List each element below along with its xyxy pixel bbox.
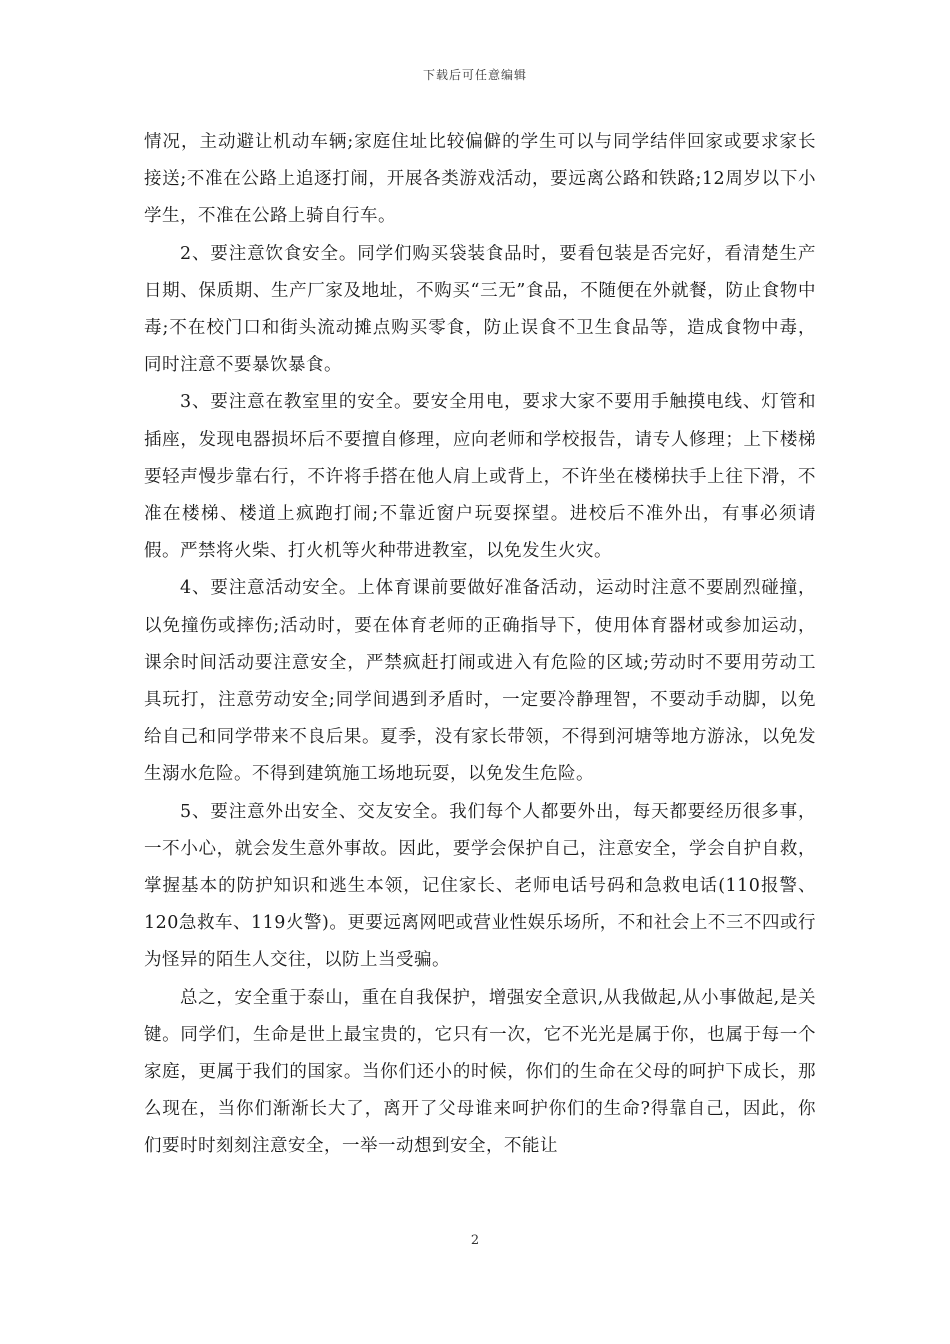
document-body	[144, 124, 816, 1166]
paragraph-activity-safety: 4、要注意活动安全。上体育课前要做好准备活动，运动时注意不要剧烈碰撞，以免撞伤或摔伤;活动时，要在体育老师的正确指导下，使用体育器材或参加运动，课余时间活动要注意安全，严禁疯赶打闹或进入有危险的区域;劳动时不要用劳动工具玩打，注意劳动安全;同学间遇到矛盾时，一定要冷静理智，不要动手动脚，以免给自己和同学带来不良后果。夏季，没有家长带领，不得到河塘等地方游泳，以免发生溺水危险。不得到建筑施工场地玩耍，以免发生危险。	[144, 578, 816, 785]
paragraph-conclusion: 总之，安全重于泰山，重在自我保护，增强安全意识,从我做起,从小事做起,是关键。同学们，生命是世上最宝贵的，它只有一次，它不光光是属于你，也属于每一个家庭，更属于我们的国家。当你们还小的时候，你们的生命在父母的呵护下成长，那么现在，当你们渐渐长大了，离开了父母谁来呵护你们的生命?得靠自己，因此，你们要时时刻刻注意安全，一举一动想到安全，不能让	[144, 987, 816, 1157]
page-number: 2	[470, 1233, 480, 1248]
paragraph-classroom-safety: 3、要注意在教室里的安全。要安全用电，要求大家不要用手触摸电线、灯管和插座，发现电器损坏后不要擅自修理，应向老师和学校报告，请专人修理；上下楼梯要轻声慢步靠右行，不许将手搭在他人肩上或背上，不许坐在楼梯扶手上往下滑，不准在楼梯、楼道上疯跑打闹;不靠近窗户玩耍探望。进校后不准外出，有事必须请假。严禁将火柴、打火机等火种带进教室，以免发生火灾。	[144, 392, 816, 562]
paragraph-traffic-continued: 情况，主动避让机动车辆;家庭住址比较偏僻的学生可以与同学结伴回家或要求家长接送;不准在公路上追逐打闹，开展各类游戏活动，要远离公路和铁路;12周岁以下小学生，不准在公路上骑自行车。	[144, 132, 816, 227]
page-header: 下载后可任意编辑	[422, 68, 527, 82]
paragraph-outing-safety: 5、要注意外出安全、交友安全。我们每个人都要外出，每天都要经历很多事，一不小心，就会发生意外事故。因此，要学会保护自己，注意安全，学会自护自救，掌握基本的防护知识和逃生本领，记住家长、老师电话号码和急救电话(110报警、120急救车、119火警)。更要远离网吧或营业性娱乐场所，不和社会上不三不四或行为怪异的陌生人交往，以防上当受骗。	[144, 801, 816, 971]
paragraph-food-safety: 2、要注意饮食安全。同学们购买袋装食品时，要看包装是否完好，看清楚生产日期、保质期、生产厂家及地址，不购买“三无”食品，不随便在外就餐，防止食物中毒;不在校门口和街头流动摊点购买零食，防止误食不卫生食品等，造成食物中毒，同时注意不要暴饮暴食。	[144, 243, 816, 376]
